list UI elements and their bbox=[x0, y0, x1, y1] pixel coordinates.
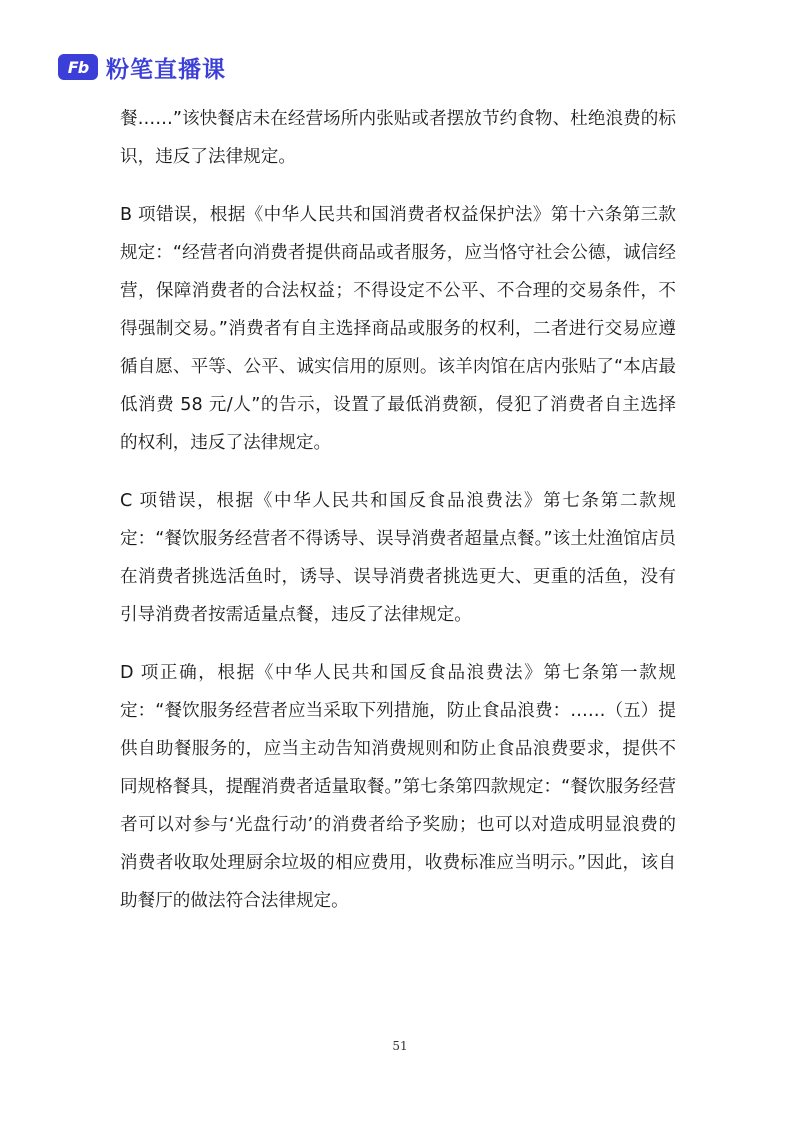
paragraph-option-d: D 项正确，根据《中华人民共和国反食品浪费法》第七条第一款规定：“餐饮服务经营者应当采取下列措施，防止食品浪费：……（五）提供自助餐服务的，应当主动告知消费规则和防止食品浪费要求，提供不同规格餐具，提醒消费者适量取餐。”第七条第四款规定：“餐饮服务经营者可以对参与‘光盘行动’的消费者给予奖励；也可以对造成明显浪费的消费者收取处理厨余垃圾的相应费用，收费标准应当明示。”因此，该自助餐厅的做法符合法律规定。 bbox=[120, 663, 676, 911]
document-body bbox=[120, 100, 676, 920]
fenbi-logo-icon: Fb bbox=[58, 54, 98, 80]
paragraph-continuation: 餐……”该快餐店未在经营场所内张贴或者摆放节约食物、杜绝浪费的标识，违反了法律规定。 bbox=[120, 109, 676, 167]
paragraph-option-b: B 项错误，根据《中华人民共和国消费者权益保护法》第十六条第三款规定：“经营者向消费者提供商品或者服务，应当恪守社会公德，诚信经营，保障消费者的合法权益；不得设定不公平、不合理的交易条件，不得强制交易。”消费者有自主选择商品或服务的权利，二者进行交易应遵循自愿、平等、公平、诚实信用的原则。该羊肉馆在店内张贴了“本店最低消费 58 元/人”的告示，设置了最低消费额，侵犯了消费者自主选择的权利，违反了法律规定。 bbox=[120, 205, 676, 453]
page-number: 51 bbox=[392, 1039, 408, 1053]
paragraph-option-c: C 项错误，根据《中华人民共和国反食品浪费法》第七条第二款规定：“餐饮服务经营者不得诱导、误导消费者超量点餐。”该土灶渔馆店员在消费者挑选活鱼时，诱导、误导消费者挑选更大、更重的活鱼，没有引导消费者按需适量点餐，违反了法律规定。 bbox=[120, 491, 676, 625]
header bbox=[58, 52, 226, 82]
brand-name: 粉笔直播课 bbox=[106, 56, 226, 83]
